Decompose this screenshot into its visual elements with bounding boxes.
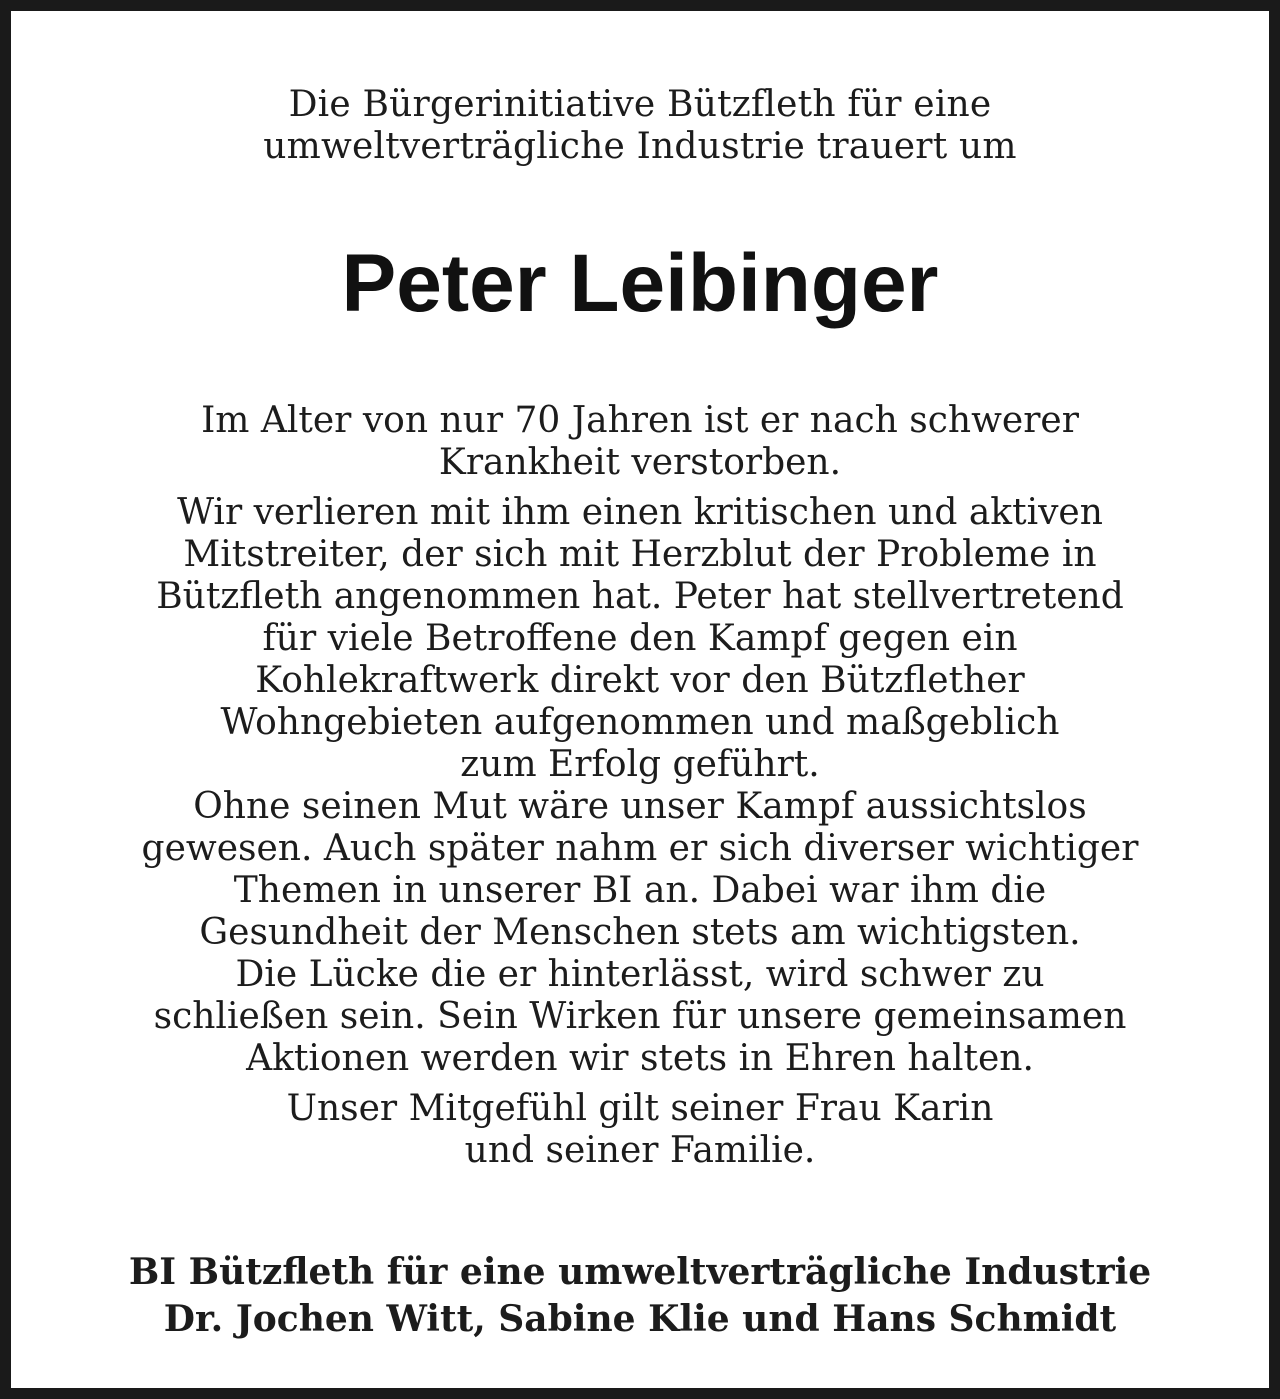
body-line: Aktionen werden wir stets in Ehren halten. <box>246 1038 1034 1079</box>
body-line: schließen sein. Sein Wirken für unsere gemeinsamen <box>153 996 1127 1037</box>
body-line: Ohne seinen Mut wäre unser Kampf aussichtslos <box>193 786 1087 827</box>
body-line: Gesundheit der Menschen stets am wichtigsten. <box>199 912 1081 953</box>
signature-organization: BI Bützfleth für eine umweltverträgliche Industrie <box>128 1251 1152 1293</box>
intro-text <box>22 84 1258 168</box>
signature-names: Dr. Jochen Witt, Sabine Klie und Hans Schmidt <box>163 1298 1117 1340</box>
body-line: Krankheit verstorben. <box>438 442 842 483</box>
deceased-name: Peter Leibinger <box>341 238 939 329</box>
paragraph-condolence <box>22 1088 1258 1172</box>
intro-line: Die Bürgerinitiative Bützfleth für eine <box>288 84 992 125</box>
body-line: Kohlekraftwerk direkt vor den Bützflether <box>255 660 1025 701</box>
intro-line: umweltverträgliche Industrie trauert um <box>263 126 1017 167</box>
body-line: Themen in unserer BI an. Dabei war ihm die <box>233 870 1047 911</box>
body-line: Mitstreiter, der sich mit Herzblut der Probleme in <box>183 534 1097 575</box>
signature-block <box>22 1249 1258 1343</box>
paragraph-tribute <box>22 492 1258 1080</box>
obituary-content <box>22 22 1258 1377</box>
body-line: Wohngebieten aufgenommen und maßgeblich <box>220 702 1060 743</box>
body-line: zum Erfolg geführt. <box>460 744 820 785</box>
body-line: Die Lücke die er hinterlässt, wird schwer zu <box>235 954 1045 995</box>
body-line: für viele Betroffene den Kampf gegen ein <box>262 618 1018 659</box>
body-line: Im Alter von nur 70 Jahren ist er nach schwerer <box>201 400 1079 441</box>
paragraph-age <box>22 400 1258 484</box>
obituary-body <box>22 400 1258 1172</box>
body-line: gewesen. Auch später nahm er sich diverser wichtiger <box>141 828 1139 869</box>
body-line: und seiner Familie. <box>464 1130 816 1171</box>
body-line: Bützfleth angenommen hat. Peter hat stellvertretend <box>156 576 1124 617</box>
body-line: Unser Mitgefühl gilt seiner Frau Karin <box>286 1088 994 1129</box>
body-line: Wir verlieren mit ihm einen kritischen und aktiven <box>177 492 1103 533</box>
